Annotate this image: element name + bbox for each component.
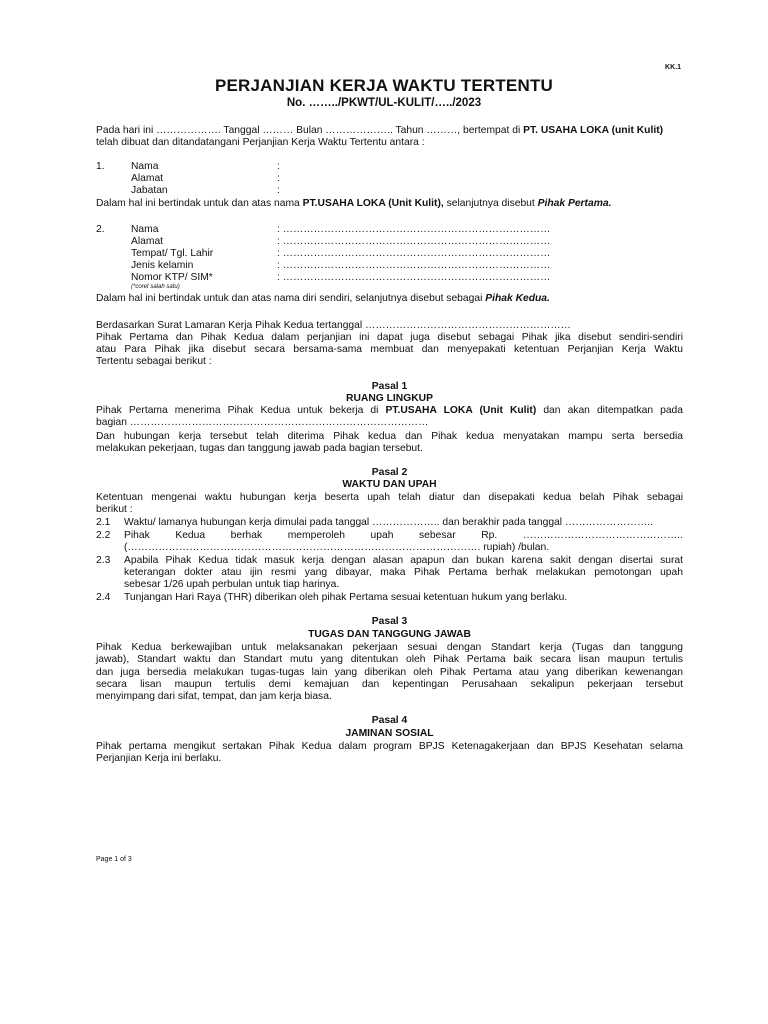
item-2-4-text: Tunjangan Hari Raya (THR) diberikan oleh pihak Pertama sesuai ketentuan hukum yang berlaku. [124, 592, 568, 603]
item-2-2-text-a: Pihak Kedua berhak memperoleh upah sebesar Rp. ……………………………………….. [124, 530, 683, 541]
party2-label-alamat: Alamat [131, 236, 164, 247]
party2-note: (*coret salah satu) [131, 284, 180, 290]
pasal2-heading: Pasal 2 [371, 467, 408, 478]
party2-value-ttl: : …………………………………………………………………… [277, 248, 551, 259]
document-number: No. ……../PKWT/UL-KULIT/…../2023 [286, 97, 482, 109]
page-footer: Page 1 of 3 [96, 856, 132, 863]
pasal1-subheading: RUANG LINGKUP [346, 393, 433, 404]
item-2-4-number: 2.4 [96, 592, 111, 603]
item-2-3-text-a: Apabila Pihak Kedua tidak masuk kerja dengan alasan apapun dan bukan karena sakit dengan disertai surat [124, 555, 683, 566]
preamble-line-2: Pihak Pertama dan Pihak Kedua dalam perjanjian ini dapat juga disebut sebagai Pihak jika disebut sendiri-sendiri [96, 332, 683, 343]
pasal1-line-4: melakukan pekerjaan, tugas dan tanggung jawab pada bagian tersebut. [96, 443, 423, 454]
item-2-3-number: 2.3 [96, 555, 111, 566]
party2-statement: Dalam hal ini bertindak untuk dan atas nama diri sendiri, selanjutnya disebut sebagai Pihak Kedua. [96, 293, 550, 304]
pasal1-line-3: Dan hubungan kerja tersebut telah diterima Pihak kedua dan Pihak kedua menyatakan mampu serta bersedia [96, 431, 683, 442]
party2-label-gender: Jenis kelamin [131, 260, 194, 271]
pasal3-line-2: jawab), Standart waktu dan Standart mutu yang ditentukan oleh Pihak Pertama baik secara lisan maupun tertulis [96, 654, 683, 665]
pasal2-subheading: WAKTU DAN UPAH [342, 479, 437, 490]
party2-value-ktp: : …………………………………………………………………… [277, 272, 551, 283]
pasal4-heading: Pasal 4 [371, 715, 408, 726]
intro-line-2: telah dibuat dan ditandatangani Perjanjian Kerja Waktu Tertentu antara : [96, 137, 425, 148]
preamble-line-1: Berdasarkan Surat Lamaran Kerja Pihak Kedua tertanggal …………………………………………………… [96, 320, 571, 331]
pasal4-line-2: Perjanjian Kerja ini berlaku. [96, 753, 222, 764]
pasal3-heading: Pasal 3 [371, 616, 408, 627]
party1-value-jabatan: : [277, 185, 280, 196]
party2-label-ttl: Tempat/ Tgl. Lahir [131, 248, 214, 259]
preamble-line-4: Tertentu sebagai berikut : [96, 356, 212, 367]
party2-value-nama: : …………………………………………………………………… [277, 224, 551, 235]
party1-label-nama: Nama [131, 161, 159, 172]
document-code: KK.1 [665, 64, 681, 71]
pasal3-line-5: menyimpang dari sifat, tempat, dan jam kerja biasa. [96, 691, 332, 702]
pasal2-intro-2: berikut : [96, 504, 133, 515]
party1-number: 1. [96, 161, 105, 172]
party1-value-alamat: : [277, 173, 280, 184]
company-name: PT. USAHA LOKA (unit Kulit) [523, 125, 664, 136]
party1-value-nama: : [277, 161, 280, 172]
party2-value-alamat: : …………………………………………………………………… [277, 236, 551, 247]
pasal1-line-1: Pihak Pertama menerima Pihak Kedua untuk bekerja di PT.USAHA LOKA (Unit Kulit) dan akan ditempatkan pada [96, 405, 684, 416]
pasal4-line-1: Pihak pertama mengikut sertakan Pihak Kedua dalam program BPJS Ketenagakerjaan dan BPJS Kesehatan selama [96, 741, 683, 752]
item-2-2-number: 2.2 [96, 530, 111, 541]
party1-label-alamat: Alamat [131, 173, 164, 184]
pasal2-intro-1: Ketentuan mengenai waktu hubungan kerja beserta upah telah diatur dan disepakati kedua belah Pihak sebagai [96, 492, 683, 503]
pasal3-line-4: secara lisan maupun tertulis demi kemajuan dan kepentingan Perusahaan sekalipun pekerjaan tersebut [96, 679, 683, 690]
preamble-line-3: atau Para Pihak jika disebut secara bersama-sama membuat dan menyepakati ketentuan Perjanjian Kerja Waktu [96, 344, 683, 355]
item-2-2-text-b: (…………………………………………………………………………………………. rupiah) /bulan. [124, 542, 550, 553]
party2-value-gender: : …………………………………………………………………… [277, 260, 551, 271]
party1-statement: Dalam hal ini bertindak untuk dan atas nama PT.USAHA LOKA (Unit Kulit), selanjutnya disebut Pihak Pertama. [96, 198, 612, 209]
pasal3-line-3: dan juga bersedia melakukan tugas-tugas lain yang diberikan oleh Pihak Pertama atau yang diberikan kewenangan [96, 667, 683, 678]
intro-line-1: Pada hari ini ………………. Tanggal ……… Bulan ……………….. Tahun ………, bertempat di PT. USAHA LOKA (unit Kulit) [96, 125, 664, 136]
pasal3-subheading: TUGAS DAN TANGGUNG JAWAB [308, 629, 471, 640]
pasal1-line-2: bagian …………………………………………………………………………… [96, 417, 429, 428]
party1-label-jabatan: Jabatan [131, 185, 168, 196]
party2-label-ktp: Nomor KTP/ SIM* [131, 272, 213, 283]
document-title: PERJANJIAN KERJA WAKTU TERTENTU [214, 76, 554, 95]
item-2-3-text-c: sebesar 1/26 upah perbulan untuk tiap harinya. [124, 579, 340, 590]
pasal3-line-1: Pihak Kedua berkewajiban untuk melaksanakan pekerjaan sesuai dengan Standart kerja (Tugas dan tanggung [96, 642, 683, 653]
pasal1-heading: Pasal 1 [371, 381, 408, 392]
pasal4-subheading: JAMINAN SOSIAL [345, 728, 434, 739]
party2-label-nama: Nama [131, 224, 159, 235]
item-2-1-number: 2.1 [96, 517, 111, 528]
item-2-3-text-b: keterangan dokter atau ijin resmi yang dibayar, maka Pihak Pertama berhak melakukan pemotongan upah [124, 567, 683, 578]
item-2-1-text: Waktu/ lamanya hubungan kerja dimulai pada tanggal ……………….. dan berakhir pada tanggal …………………….. [124, 517, 654, 528]
party2-number: 2. [96, 224, 105, 235]
